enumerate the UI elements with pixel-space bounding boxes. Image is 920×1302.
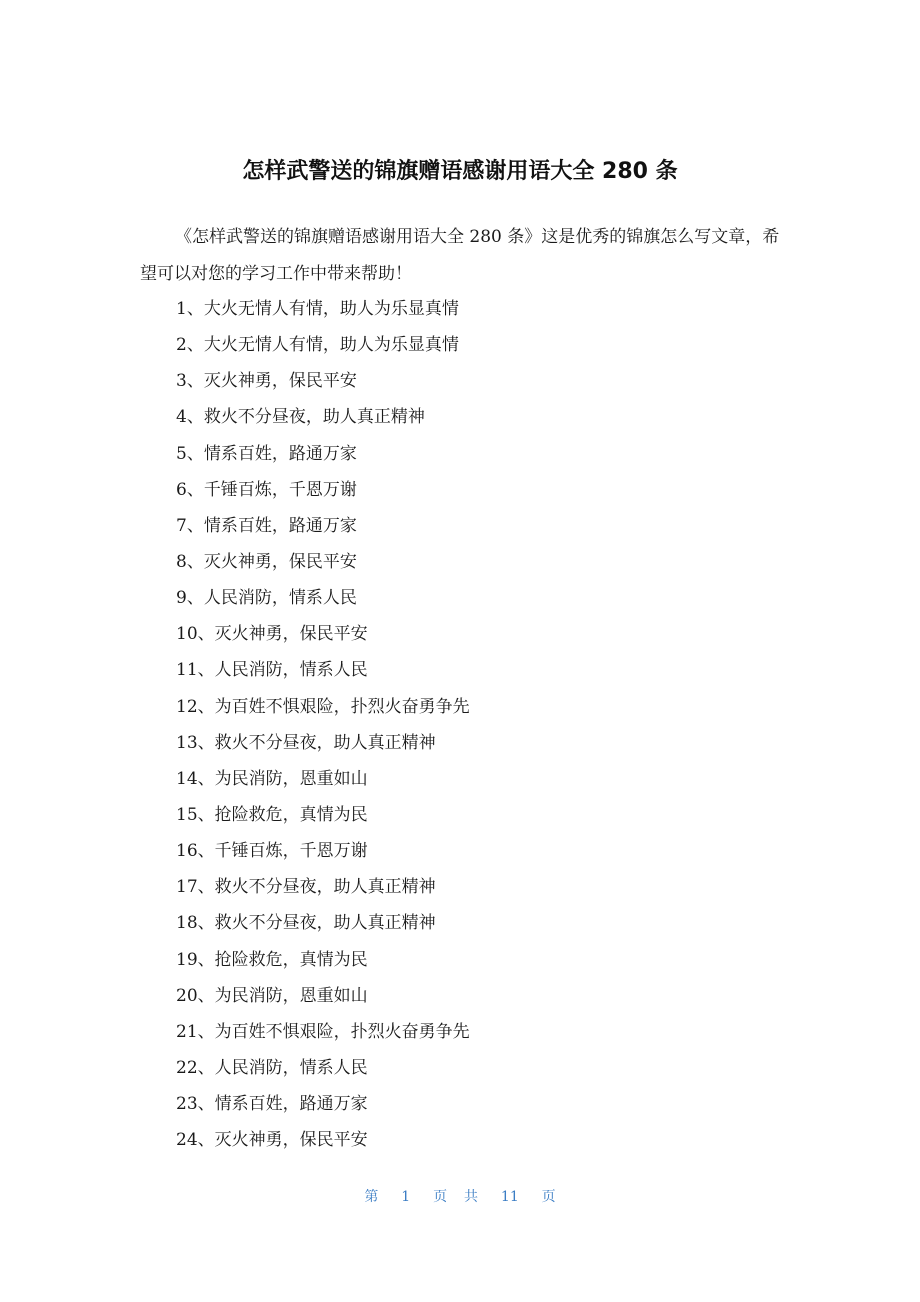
list-item: 5、情系百姓，路通万家 [176, 443, 357, 464]
footer-total-word: 共 [464, 1189, 478, 1205]
page-footer [0, 1186, 920, 1208]
intro-paragraph: 《怎样武警送的锦旗赠语感谢用语大全 280 条》这是优秀的锦旗怎么写文章，希望可以对您的学习工作中带来帮助！ [140, 227, 780, 284]
list-item: 23、情系百姓，路通万家 [176, 1094, 368, 1115]
list-item: 24、灭火神勇，保民平安 [176, 1130, 368, 1151]
list-item: 17、救火不分昼夜，助人真正精神 [176, 877, 436, 898]
list-item: 11、人民消防，情系人民 [176, 660, 368, 681]
slogan-list [176, 291, 776, 1158]
list-item: 14、为民消防，恩重如山 [176, 768, 368, 789]
list-item: 3、灭火神勇，保民平安 [176, 371, 357, 392]
list-item: 10、灭火神勇，保民平安 [176, 624, 368, 645]
list-item: 13、救火不分昼夜，助人真正精神 [176, 732, 436, 753]
list-item: 22、人民消防，情系人民 [176, 1057, 368, 1078]
footer-page-word-end: 页 [541, 1189, 556, 1205]
list-item: 6、千锤百炼，千恩万谢 [176, 479, 357, 500]
list-item: 8、灭火神勇，保民平安 [176, 551, 357, 572]
list-item: 12、为百姓不惧艰险，扑烈火奋勇争先 [176, 696, 470, 717]
list-item: 16、千锤百炼，千恩万谢 [176, 841, 368, 862]
list-item: 2、大火无情人有情，助人为乐显真情 [176, 335, 459, 356]
list-item: 21、为百姓不惧艰险，扑烈火奋勇争先 [176, 1021, 470, 1042]
list-item: 7、情系百姓，路通万家 [176, 515, 357, 536]
document-title: 怎样武警送的锦旗赠语感谢用语大全 280 条 [242, 158, 678, 184]
list-item: 20、为民消防，恩重如山 [176, 985, 368, 1006]
list-item: 1、大火无情人有情，助人为乐显真情 [176, 299, 459, 319]
list-item: 19、抢险救危，真情为民 [176, 949, 368, 970]
list-item: 4、救火不分昼夜，助人真正精神 [176, 407, 425, 428]
list-item: 9、人民消防，情系人民 [176, 588, 357, 609]
footer-page-word: 页 [433, 1189, 448, 1205]
footer-total-pages: 11 [500, 1189, 519, 1205]
list-item: 15、抢险救危，真情为民 [176, 804, 368, 825]
footer-current-page: 1 [401, 1189, 411, 1205]
list-item: 18、救火不分昼夜，助人真正精神 [176, 913, 436, 934]
footer-page-prefix: 第 [364, 1189, 379, 1205]
